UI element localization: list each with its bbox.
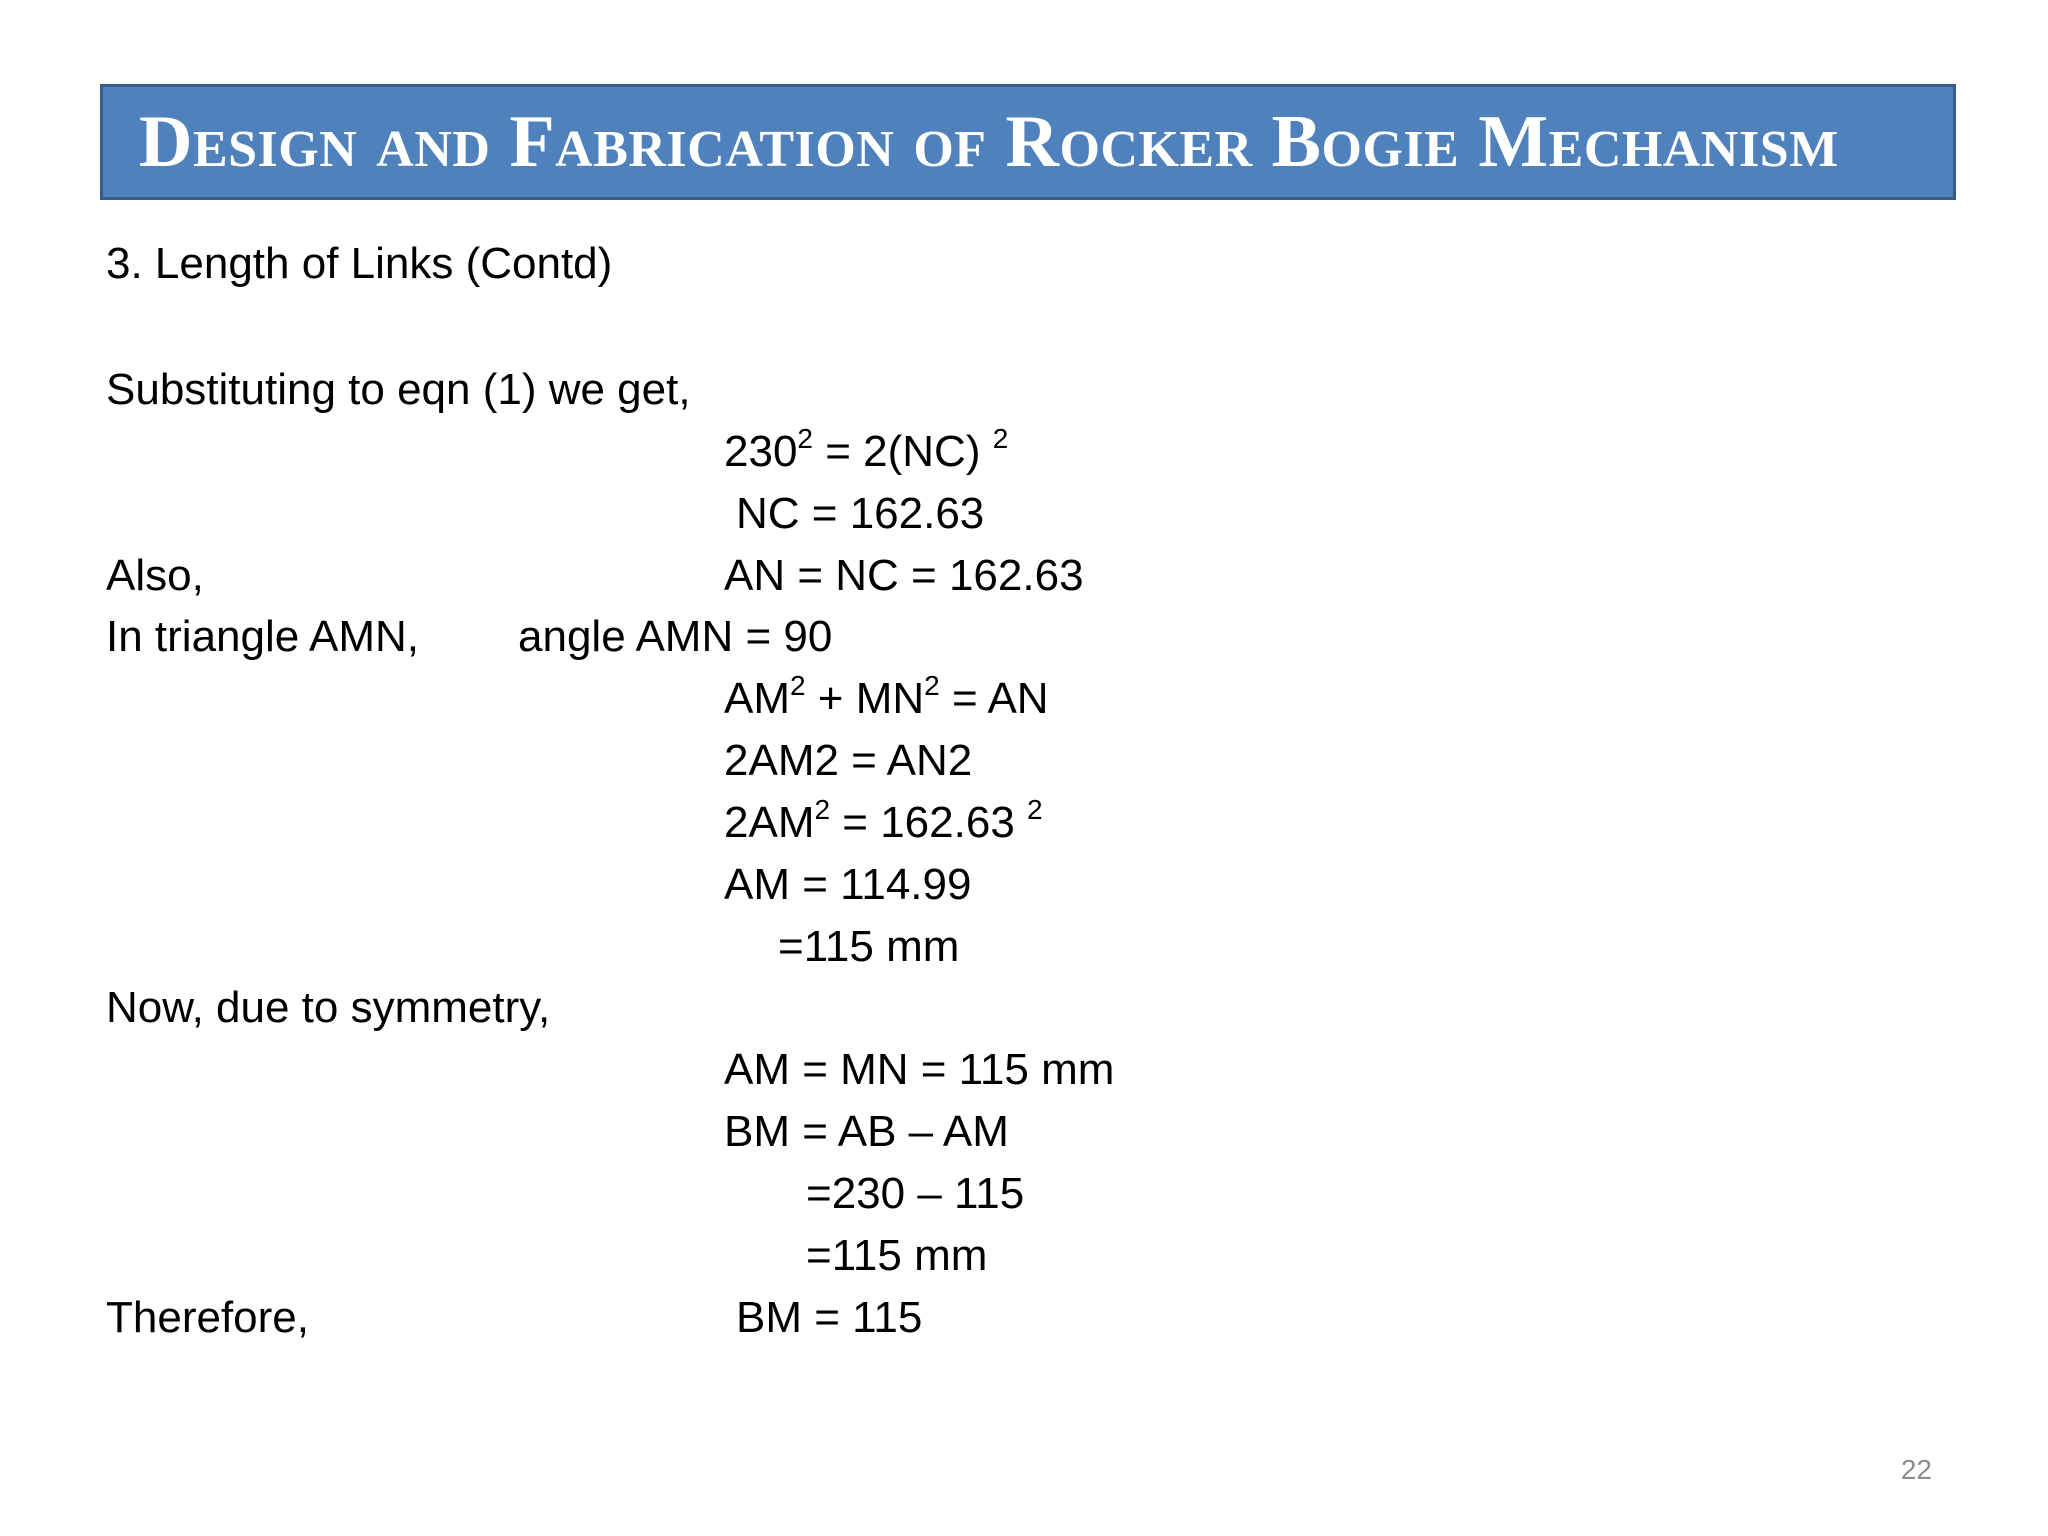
triangle-label: In triangle AMN, <box>106 612 420 661</box>
equation-3: AN = NC = 162.63 <box>724 551 1084 600</box>
also-label: Also, <box>106 551 204 600</box>
equation-5: 2AM2 = AN2 <box>724 736 973 785</box>
equation-1: $230^2 = 2(NC)$ $^2$ <box>724 423 1009 476</box>
equation-7: AM = 114.99 <box>724 860 972 909</box>
equation-13: BM = 115 <box>736 1293 923 1342</box>
equation-9: AM = MN = 115 mm <box>724 1045 1115 1094</box>
equation-4: $AM^2 + MN^2$ = AN <box>724 670 1049 723</box>
section-heading: 3. Length of Links (Contd) <box>106 239 613 288</box>
equation-10: BM = AB – AM <box>724 1107 1009 1156</box>
equation-8: =115 mm <box>778 922 960 971</box>
equation-6: $2AM^2 = 162.63$ $^2$ <box>724 794 1043 847</box>
title-banner <box>100 84 1956 200</box>
equation-11: =230 – 115 <box>806 1169 1025 1218</box>
equation-2: NC = 162.63 <box>736 489 985 538</box>
intro-text: Substituting to eqn (1) we get, <box>106 365 691 414</box>
page-number: 22 <box>1900 1454 1932 1485</box>
triangle-angle: angle AMN = 90 <box>518 612 833 661</box>
equation-12: =115 mm <box>806 1231 988 1280</box>
therefore-label: Therefore, <box>106 1293 309 1342</box>
symmetry-label: Now, due to symmetry, <box>106 983 551 1032</box>
slide-title: Design and Fabrication of Rocker Bogie Mechanism <box>139 100 1839 183</box>
